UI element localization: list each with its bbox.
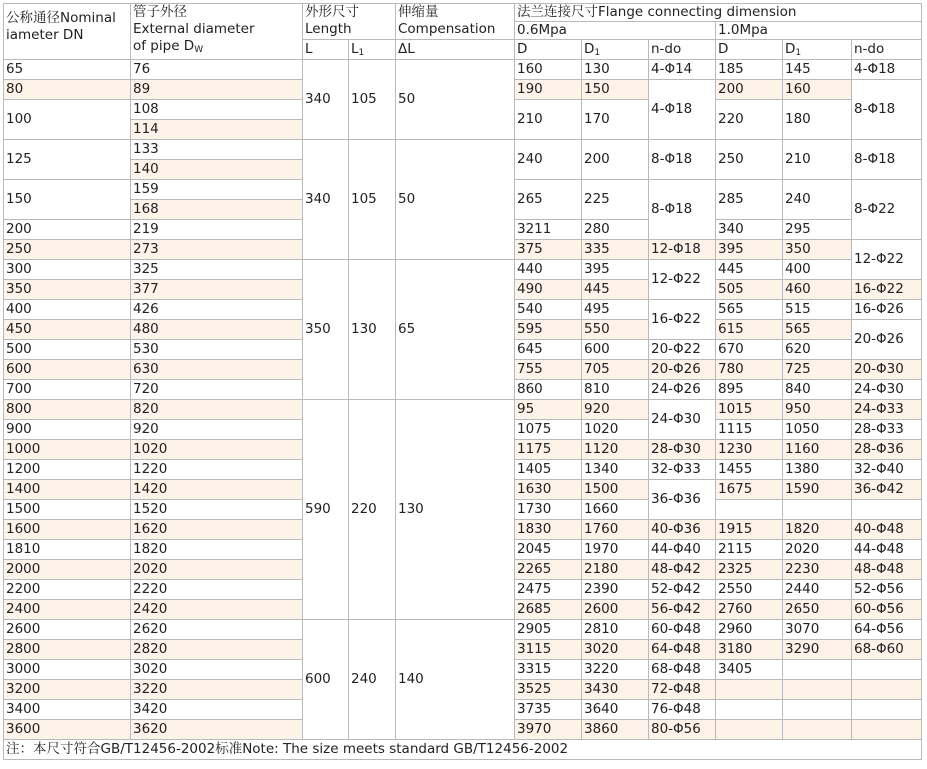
cell-D-1-0: 505 — [716, 280, 783, 300]
cell-D-1-0: 340 — [716, 220, 783, 240]
cell-D-0-6: 3115 — [515, 640, 582, 660]
cell-ndo-0-6: 80-Φ56 — [649, 720, 716, 740]
cell-D-0-6: 1175 — [515, 440, 582, 460]
cell-dn: 200 — [4, 220, 131, 240]
cell-D1-1-0: 400 — [783, 260, 852, 280]
cell-D-0-6: 645 — [515, 340, 582, 360]
cell-ndo-0-6: 16-Φ22 — [649, 300, 716, 340]
header-D-1-0: D — [716, 40, 783, 60]
cell-ndo-1-0: 60-Φ56 — [852, 600, 922, 620]
header-delta-L: ΔL — [396, 40, 515, 60]
cell-ndo-1-0: 8-Φ18 — [852, 140, 922, 180]
cell-D1-1-0 — [783, 680, 852, 700]
cell-D-0-6: 1630 — [515, 480, 582, 500]
cell-D-0-6: 3735 — [515, 700, 582, 720]
cell-D1-1-0: 145 — [783, 60, 852, 80]
cell-ndo-0-6: 64-Φ48 — [649, 640, 716, 660]
cell-dn: 3400 — [4, 700, 131, 720]
header-pressure-0-6: 0.6Mpa — [515, 22, 716, 40]
cell-D-0-6: 1075 — [515, 420, 582, 440]
cell-D-1-0: 1230 — [716, 440, 783, 460]
cell-ndo-0-6: 56-Φ42 — [649, 600, 716, 620]
cell-D-1-0: 200 — [716, 80, 783, 100]
cell-dw: 920 — [131, 420, 303, 440]
cell-D-1-0: 1015 — [716, 400, 783, 420]
cell-D-1-0 — [716, 700, 783, 720]
table-row — [4, 60, 922, 80]
header-size-en: Length — [305, 21, 352, 37]
header-overall-size — [303, 4, 396, 40]
cell-D-0-6: 540 — [515, 300, 582, 320]
cell-D-1-0: 1675 — [716, 480, 783, 500]
cell-dw: 3020 — [131, 660, 303, 680]
cell-D-1-0: 2760 — [716, 600, 783, 620]
cell-length-L1: 130 — [349, 260, 396, 400]
cell-dn: 700 — [4, 380, 131, 400]
cell-length-L: 340 — [303, 140, 349, 260]
cell-dw: 2220 — [131, 580, 303, 600]
cell-dw: 2820 — [131, 640, 303, 660]
cell-ndo-1-0 — [852, 500, 922, 520]
cell-D1-0-6: 1340 — [582, 460, 649, 480]
header-dn-zh: 公称通径Nominal — [6, 10, 116, 26]
cell-compensation: 50 — [396, 60, 515, 140]
cell-ndo-1-0: 20-Φ26 — [852, 320, 922, 360]
cell-D1-1-0: 350 — [783, 240, 852, 260]
cell-D1-1-0: 160 — [783, 80, 852, 100]
cell-length-L: 590 — [303, 400, 349, 620]
cell-dn: 800 — [4, 400, 131, 420]
cell-D-1-0: 1115 — [716, 420, 783, 440]
cell-D1-1-0: 725 — [783, 360, 852, 380]
cell-D-1-0: 185 — [716, 60, 783, 80]
cell-dn: 1000 — [4, 440, 131, 460]
cell-D-1-0: 3405 — [716, 660, 783, 680]
header-dw-zh: 管子外径 — [133, 4, 187, 20]
cell-length-L: 340 — [303, 60, 349, 140]
cell-dw: 108 — [131, 100, 303, 120]
cell-D-0-6: 3525 — [515, 680, 582, 700]
cell-D-1-0: 2325 — [716, 560, 783, 580]
table-row — [4, 620, 922, 640]
cell-D-1-0: 445 — [716, 260, 783, 280]
cell-D-0-6: 755 — [515, 360, 582, 380]
cell-D-0-6: 2905 — [515, 620, 582, 640]
cell-D-0-6: 375 — [515, 240, 582, 260]
cell-D-0-6: 240 — [515, 140, 582, 180]
cell-D1-1-0: 180 — [783, 100, 852, 140]
cell-length-L: 350 — [303, 260, 349, 400]
cell-dn: 3600 — [4, 720, 131, 740]
cell-dw: 820 — [131, 400, 303, 420]
cell-D1-0-6: 130 — [582, 60, 649, 80]
header-D1-0-6: $D_1$ — [582, 40, 649, 60]
cell-dn: 3000 — [4, 660, 131, 680]
cell-ndo-0-6: 48-Φ42 — [649, 560, 716, 580]
cell-D-1-0 — [716, 500, 783, 520]
cell-compensation: 50 — [396, 140, 515, 260]
cell-dw: 2020 — [131, 560, 303, 580]
cell-ndo-0-6: 28-Φ30 — [649, 440, 716, 460]
cell-D-0-6: 265 — [515, 180, 582, 220]
cell-dw: 1520 — [131, 500, 303, 520]
cell-ndo-1-0: 8-Φ18 — [852, 80, 922, 140]
cell-dw: 377 — [131, 280, 303, 300]
cell-D1-1-0 — [783, 700, 852, 720]
cell-dn: 600 — [4, 360, 131, 380]
cell-dw: 480 — [131, 320, 303, 340]
cell-D1-1-0: 2230 — [783, 560, 852, 580]
cell-ndo-0-6: 20-Φ26 — [649, 360, 716, 380]
cell-D-0-6: 3211 — [515, 220, 582, 240]
standard-note: 注：本尺寸符合GB/T12456-2002标准Note: The size meets standard GB/T12456-2002 — [4, 740, 922, 760]
cell-dn: 65 — [4, 60, 131, 80]
cell-D-0-6: 2685 — [515, 600, 582, 620]
cell-D1-1-0: 2650 — [783, 600, 852, 620]
flange-spec-table-container — [3, 3, 921, 760]
cell-D1-0-6: 705 — [582, 360, 649, 380]
cell-ndo-1-0: 24-Φ33 — [852, 400, 922, 420]
cell-ndo-1-0: 28-Φ33 — [852, 420, 922, 440]
table-row — [4, 260, 922, 280]
cell-ndo-0-6: 4-Φ14 — [649, 60, 716, 80]
cell-length-L: 600 — [303, 620, 349, 740]
cell-dn: 350 — [4, 280, 131, 300]
cell-dw: 1220 — [131, 460, 303, 480]
cell-D-0-6: 1405 — [515, 460, 582, 480]
header-compensation — [396, 4, 515, 40]
header-ndo-0-6: n-do — [649, 40, 716, 60]
cell-dn: 2800 — [4, 640, 131, 660]
cell-ndo-1-0: 64-Φ56 — [852, 620, 922, 640]
cell-dn: 125 — [4, 140, 131, 180]
cell-D-1-0: 670 — [716, 340, 783, 360]
cell-ndo-1-0: 44-Φ48 — [852, 540, 922, 560]
cell-ndo-0-6: 12-Φ22 — [649, 260, 716, 300]
header-pressure-1-0: 1.0Mpa — [716, 22, 922, 40]
cell-D1-0-6: 280 — [582, 220, 649, 240]
cell-D1-0-6: 3860 — [582, 720, 649, 740]
cell-dw: 530 — [131, 340, 303, 360]
cell-D1-0-6: 495 — [582, 300, 649, 320]
cell-length-L1: 220 — [349, 400, 396, 620]
cell-D1-0-6: 200 — [582, 140, 649, 180]
cell-dw: 273 — [131, 240, 303, 260]
cell-D-1-0: 1455 — [716, 460, 783, 480]
cell-dn: 80 — [4, 80, 131, 100]
cell-ndo-0-6: 44-Φ40 — [649, 540, 716, 560]
cell-compensation: 130 — [396, 400, 515, 620]
cell-dn: 250 — [4, 240, 131, 260]
cell-D-0-6: 1830 — [515, 520, 582, 540]
cell-dw: 2620 — [131, 620, 303, 640]
cell-D1-1-0: 515 — [783, 300, 852, 320]
cell-D-1-0: 3180 — [716, 640, 783, 660]
cell-dw: 1020 — [131, 440, 303, 460]
cell-dn: 150 — [4, 180, 131, 220]
cell-D1-1-0: 620 — [783, 340, 852, 360]
cell-D-0-6: 95 — [515, 400, 582, 420]
cell-D1-0-6: 3640 — [582, 700, 649, 720]
cell-D-1-0: 220 — [716, 100, 783, 140]
cell-D-1-0: 285 — [716, 180, 783, 220]
cell-D-1-0 — [716, 680, 783, 700]
cell-D1-0-6: 550 — [582, 320, 649, 340]
cell-dw: 114 — [131, 120, 303, 140]
cell-D1-1-0: 1050 — [783, 420, 852, 440]
cell-D1-1-0: 295 — [783, 220, 852, 240]
cell-D1-0-6: 1970 — [582, 540, 649, 560]
cell-dn: 1810 — [4, 540, 131, 560]
cell-D1-1-0: 210 — [783, 140, 852, 180]
cell-dn: 100 — [4, 100, 131, 140]
cell-D-0-6: 160 — [515, 60, 582, 80]
cell-D1-1-0: 840 — [783, 380, 852, 400]
cell-D1-1-0: 3290 — [783, 640, 852, 660]
cell-D-1-0: 895 — [716, 380, 783, 400]
cell-D1-0-6: 1120 — [582, 440, 649, 460]
cell-ndo-0-6: 4-Φ18 — [649, 80, 716, 140]
cell-dn: 400 — [4, 300, 131, 320]
cell-D1-0-6: 335 — [582, 240, 649, 260]
cell-ndo-1-0: 36-Φ42 — [852, 480, 922, 500]
cell-D-0-6: 3315 — [515, 660, 582, 680]
cell-D-0-6: 860 — [515, 380, 582, 400]
cell-D-1-0: 565 — [716, 300, 783, 320]
flange-spec-table — [3, 3, 922, 760]
cell-dn: 1400 — [4, 480, 131, 500]
cell-ndo-1-0 — [852, 680, 922, 700]
cell-ndo-1-0: 40-Φ48 — [852, 520, 922, 540]
cell-ndo-1-0 — [852, 700, 922, 720]
cell-dw: 159 — [131, 180, 303, 200]
cell-D-0-6: 2475 — [515, 580, 582, 600]
cell-ndo-1-0: 28-Φ36 — [852, 440, 922, 460]
header-dw-en: External diameter — [133, 21, 255, 37]
cell-D1-0-6: 3220 — [582, 660, 649, 680]
cell-ndo-0-6: 20-Φ22 — [649, 340, 716, 360]
cell-D1-0-6: 2810 — [582, 620, 649, 640]
cell-ndo-1-0 — [852, 660, 922, 680]
cell-D1-0-6: 150 — [582, 80, 649, 100]
cell-ndo-1-0: 32-Φ40 — [852, 460, 922, 480]
cell-ndo-0-6: 24-Φ30 — [649, 400, 716, 440]
cell-length-L1: 105 — [349, 140, 396, 260]
cell-D1-1-0: 1590 — [783, 480, 852, 500]
cell-dn: 300 — [4, 260, 131, 280]
cell-dw: 1820 — [131, 540, 303, 560]
cell-D-0-6: 440 — [515, 260, 582, 280]
cell-dw: 3220 — [131, 680, 303, 700]
cell-ndo-0-6: 32-Φ33 — [649, 460, 716, 480]
cell-D1-0-6: 1020 — [582, 420, 649, 440]
cell-D1-1-0 — [783, 660, 852, 680]
cell-D1-0-6: 2180 — [582, 560, 649, 580]
cell-D-0-6: 2045 — [515, 540, 582, 560]
cell-D1-1-0 — [783, 720, 852, 740]
cell-dw: 133 — [131, 140, 303, 160]
cell-ndo-0-6: 12-Φ18 — [649, 240, 716, 260]
cell-D1-1-0: 2020 — [783, 540, 852, 560]
header-ndo-1-0: n-do — [852, 40, 922, 60]
cell-length-L1: 240 — [349, 620, 396, 740]
header-D-0-6: D — [515, 40, 582, 60]
table-row — [4, 400, 922, 420]
cell-dw: 3420 — [131, 700, 303, 720]
cell-D1-1-0: 1820 — [783, 520, 852, 540]
cell-D1-0-6: 1660 — [582, 500, 649, 520]
cell-ndo-1-0: 52-Φ56 — [852, 580, 922, 600]
cell-D1-0-6: 3020 — [582, 640, 649, 660]
table-row — [4, 140, 922, 160]
header-L: L — [303, 40, 349, 60]
header-dn-en: iameter DN — [6, 27, 84, 43]
cell-compensation: 65 — [396, 260, 515, 400]
cell-ndo-1-0: 48-Φ48 — [852, 560, 922, 580]
cell-D1-0-6: 2390 — [582, 580, 649, 600]
cell-dw: 140 — [131, 160, 303, 180]
cell-D1-1-0: 1160 — [783, 440, 852, 460]
cell-D1-1-0: 460 — [783, 280, 852, 300]
cell-D1-0-6: 1760 — [582, 520, 649, 540]
cell-D1-1-0: 3070 — [783, 620, 852, 640]
cell-ndo-0-6: 8-Φ18 — [649, 140, 716, 180]
cell-D1-0-6: 600 — [582, 340, 649, 360]
cell-dn: 2600 — [4, 620, 131, 640]
cell-D-1-0: 395 — [716, 240, 783, 260]
cell-D-0-6: 190 — [515, 80, 582, 100]
cell-dw: 76 — [131, 60, 303, 80]
cell-D1-1-0: 565 — [783, 320, 852, 340]
cell-dn: 500 — [4, 340, 131, 360]
cell-dw: 325 — [131, 260, 303, 280]
cell-dn: 900 — [4, 420, 131, 440]
cell-D1-0-6: 445 — [582, 280, 649, 300]
cell-dn: 2400 — [4, 600, 131, 620]
cell-dw: 168 — [131, 200, 303, 220]
cell-length-L1: 105 — [349, 60, 396, 140]
cell-ndo-0-6: 68-Φ48 — [649, 660, 716, 680]
cell-ndo-1-0: 20-Φ30 — [852, 360, 922, 380]
cell-ndo-0-6: 76-Φ48 — [649, 700, 716, 720]
header-size-zh: 外形尺寸 — [305, 4, 359, 20]
cell-D-1-0: 780 — [716, 360, 783, 380]
cell-D-0-6: 2265 — [515, 560, 582, 580]
cell-dw: 1420 — [131, 480, 303, 500]
cell-D-0-6: 210 — [515, 100, 582, 140]
cell-D1-0-6: 810 — [582, 380, 649, 400]
cell-D1-0-6: 920 — [582, 400, 649, 420]
cell-dn: 1200 — [4, 460, 131, 480]
cell-ndo-0-6: 8-Φ18 — [649, 180, 716, 240]
cell-ndo-1-0: 68-Φ60 — [852, 640, 922, 660]
cell-D-0-6: 595 — [515, 320, 582, 340]
cell-dw: 1620 — [131, 520, 303, 540]
cell-ndo-1-0 — [852, 720, 922, 740]
header-comp-en: Compensation — [398, 21, 496, 37]
cell-D-1-0: 2550 — [716, 580, 783, 600]
cell-D-1-0 — [716, 720, 783, 740]
cell-D1-1-0: 1380 — [783, 460, 852, 480]
cell-ndo-0-6: 36-Φ36 — [649, 480, 716, 520]
cell-ndo-0-6: 52-Φ42 — [649, 580, 716, 600]
cell-ndo-1-0: 24-Φ30 — [852, 380, 922, 400]
cell-dw: 219 — [131, 220, 303, 240]
cell-D-1-0: 250 — [716, 140, 783, 180]
cell-dn: 2000 — [4, 560, 131, 580]
cell-ndo-0-6: 24-Φ26 — [649, 380, 716, 400]
cell-ndo-1-0: 16-Φ22 — [852, 280, 922, 300]
cell-D-1-0: 2960 — [716, 620, 783, 640]
cell-dw: 630 — [131, 360, 303, 380]
cell-D1-0-6: 395 — [582, 260, 649, 280]
cell-dw: 426 — [131, 300, 303, 320]
cell-D-0-6: 1730 — [515, 500, 582, 520]
cell-dw: 89 — [131, 80, 303, 100]
header-nominal-diameter — [4, 4, 131, 60]
cell-dn: 1600 — [4, 520, 131, 540]
cell-D-1-0: 615 — [716, 320, 783, 340]
cell-D-1-0: 2115 — [716, 540, 783, 560]
cell-dn: 2200 — [4, 580, 131, 600]
cell-dw: 2420 — [131, 600, 303, 620]
cell-dw: 3620 — [131, 720, 303, 740]
cell-D1-1-0: 240 — [783, 180, 852, 220]
cell-D1-0-6: 2600 — [582, 600, 649, 620]
cell-D1-1-0: 2440 — [783, 580, 852, 600]
header-flange-dimension: 法兰连接尺寸Flange connecting dimension — [515, 4, 922, 22]
cell-D1-0-6: 1500 — [582, 480, 649, 500]
cell-dn: 1500 — [4, 500, 131, 520]
cell-D1-1-0: 950 — [783, 400, 852, 420]
cell-D1-0-6: 170 — [582, 100, 649, 140]
cell-ndo-1-0: 12-Φ22 — [852, 240, 922, 280]
cell-ndo-1-0: 4-Φ18 — [852, 60, 922, 80]
cell-compensation: 140 — [396, 620, 515, 740]
cell-ndo-0-6: 72-Φ48 — [649, 680, 716, 700]
header-D1-1-0: $D_1$ — [783, 40, 852, 60]
cell-D1-0-6: 3430 — [582, 680, 649, 700]
cell-D-1-0: 1915 — [716, 520, 783, 540]
header-comp-zh: 伸缩量 — [398, 4, 439, 20]
header-L1: $L_1$ — [349, 40, 396, 60]
cell-D1-1-0 — [783, 500, 852, 520]
cell-dw: 720 — [131, 380, 303, 400]
cell-D-0-6: 490 — [515, 280, 582, 300]
cell-dn: 450 — [4, 320, 131, 340]
cell-ndo-0-6: 40-Φ36 — [649, 520, 716, 540]
cell-ndo-0-6: 60-Φ48 — [649, 620, 716, 640]
cell-dn: 3200 — [4, 680, 131, 700]
cell-D1-0-6: 225 — [582, 180, 649, 220]
header-dw-en2: of pipe $D_W$ — [133, 38, 204, 55]
cell-D-0-6: 3970 — [515, 720, 582, 740]
cell-ndo-1-0: 16-Φ26 — [852, 300, 922, 320]
cell-ndo-1-0: 8-Φ22 — [852, 180, 922, 240]
header-external-diameter — [131, 4, 303, 60]
